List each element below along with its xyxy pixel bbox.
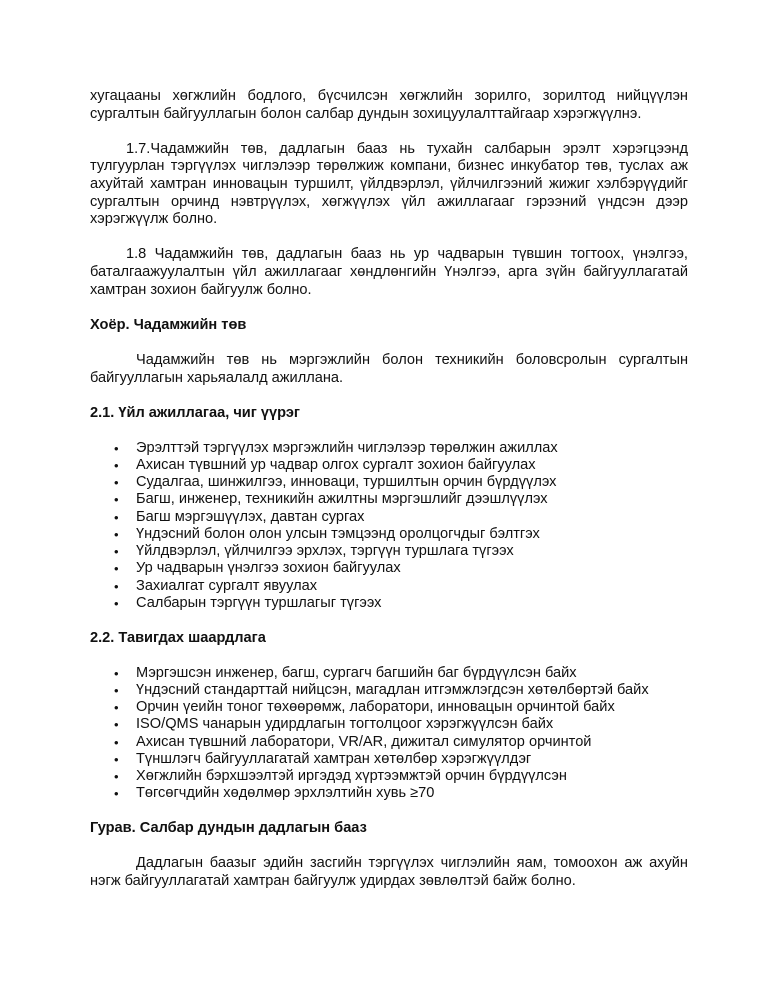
list-item: • Судалгаа, шинжилгээ, инноваци, туршилтын орчин бүрдүүлэх — [90, 474, 688, 491]
list-item: • Орчин үеийн тоног төхөөрөмж, лаборатори, инновацын орчинтой байх — [90, 699, 688, 716]
section-2-heading: Хоёр. Чадамжийн төв — [90, 316, 247, 333]
list-item: • Түншлэгч байгууллагатай хамтран хөтөлбөр хэрэгжүүлдэг — [90, 751, 688, 768]
list-item: • Багш, инженер, техникийн ажилтны мэргэшлийг дээшлүүлэх — [90, 491, 688, 508]
section-3-heading: Гурав. Салбар дундын дадлагын бааз — [90, 819, 367, 836]
list-item: • Ур чадварын үнэлгээ зохион байгуулах — [90, 560, 688, 577]
document-page — [90, 88, 688, 890]
list-item: • Хөгжлийн бэрхшээлтэй иргэдэд хүртээмжтэй орчин бүрдүүлсэн — [90, 768, 688, 785]
list-item: • Багш мэргэшүүлэх, давтан сургах — [90, 509, 688, 526]
subsection-2-1-heading: 2.1. Үйл ажиллагаа, чиг үүрэг — [90, 404, 300, 421]
list-item: • Ахисан түвшний лаборатори, VR/AR, дижитал симулятор орчинтой — [90, 734, 688, 751]
list-item: • Үндэсний стандарттай нийцсэн, магадлан итгэмжлэгдсэн хөтөлбөртэй байх — [90, 682, 688, 699]
paragraph-1-8: 1.8 Чадамжийн төв, дадлагын бааз нь ур чадварын түвшин тогтоох, үнэлгээ, баталгаажуулалтын үйл ажиллагааг хөндлөнгийн Үнэлгээ, арга зүйн байгууллагатай хамтран зохион байгуулж болно. — [90, 246, 688, 298]
subsection-2-2-heading: 2.2. Тавигдах шаардлага — [90, 629, 266, 646]
list-item: • Төгсөгчдийн хөдөлмөр эрхлэлтийн хувь ≥70 — [90, 785, 688, 802]
functions-list — [90, 440, 688, 612]
list-item: • Үндэсний болон олон улсын тэмцээнд оролцогчдыг бэлтгэх — [90, 526, 688, 543]
list-item: • Ахисан түвшний ур чадвар олгох сургалт зохион байгуулах — [90, 457, 688, 474]
section-3-intro: Дадлагын баазыг эдийн засгийн тэргүүлэх чиглэлийн яам, томоохон аж ахуйн нэгж байгууллагатай хамтран байгуулж удирдах зөвлөлтэй байж болно. — [90, 855, 688, 889]
section-2-intro: Чадамжийн төв нь мэргэжлийн болон техникийн боловсролын сургалтын байгууллагын харьяалалд ажиллана. — [90, 351, 688, 386]
requirements-list — [90, 665, 688, 803]
list-item: • ISO/QMS чанарын удирдлагын тогтолцоог хэрэгжүүлсэн байх — [90, 716, 688, 733]
paragraph-1-7: 1.7.Чадамжийн төв, дадлагын бааз нь тухайн салбарын эрэлт хэрэгцээнд тулгуурлан тэргүүлэх чиглэлээр төрөлжиж компани, бизнес инкубатор төв, туслах аж ахуйтай хамтран инновацын туршилт, үйлдвэрлэл, үйлчилгээний жижиг хэлбэрүүдийг сургалтын орчинд нэвтрүүлэх, хөгжүүлэх үйл ажиллагааг гэрээний үндсэн дээр хэрэгжүүлж болно. — [90, 140, 688, 228]
list-item: • Захиалгат сургалт явуулах — [90, 578, 688, 595]
list-item: • Мэргэшсэн инженер, багш, сургагч багшийн баг бүрдүүлсэн байх — [90, 665, 688, 682]
list-item: • Эрэлттэй тэргүүлэх мэргэжлийн чиглэлээр төрөлжин ажиллах — [90, 440, 688, 457]
paragraph-continuation: хугацааны хөгжлийн бодлого, бүсчилсэн хөгжлийн зорилго, зорилтод нийцүүлэн сургалтын байгууллагын болон салбар дундын зохицуулалттайгаар хэрэгжүүлнэ. — [90, 88, 688, 122]
list-item: • Салбарын тэргүүн туршлагыг түгээх — [90, 595, 688, 612]
list-item: • Үйлдвэрлэл, үйлчилгээ эрхлэх, тэргүүн туршлага түгээх — [90, 543, 688, 560]
